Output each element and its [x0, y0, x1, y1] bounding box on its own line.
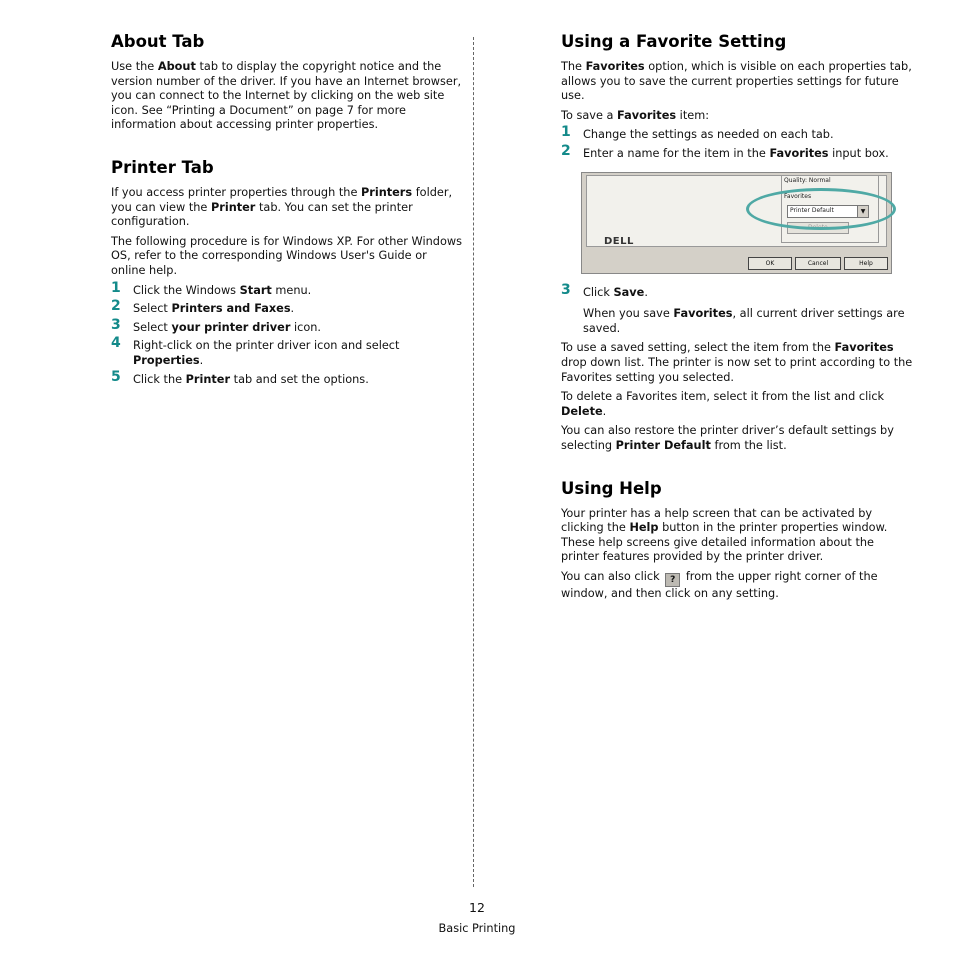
- delete-button[interactable]: Delete: [787, 222, 849, 234]
- about-paragraph: Use the About tab to display the copyright notice and the version number of the driver. If you have an Internet browser, you can connect to the Internet by clicking on the web site icon. See “Printing a Document” on page 7 for more information about accessing printer properties.: [111, 60, 462, 132]
- using-help-heading: Using Help: [561, 478, 662, 498]
- ok-button[interactable]: OK: [748, 257, 792, 270]
- printer-step-5: 5 Click the Printer tab and set the options.: [111, 368, 369, 386]
- printer-step-2: 2 Select Printers and Faxes.: [111, 298, 295, 316]
- printer-step-4: 4 Right-click on the printer driver icon and select Properties.: [111, 335, 400, 367]
- favorite-paragraph-5: You can also restore the printer driver’s default settings by selecting Printer Default from the list.: [561, 424, 894, 452]
- column-divider: [473, 37, 474, 887]
- favorite-note: When you save Favorites, all current driver settings are saved.: [583, 307, 905, 335]
- right-column: [561, 30, 913, 606]
- favorite-step-1: 1 Change the settings as needed on each tab.: [561, 124, 834, 142]
- highlight-oval: [746, 188, 896, 230]
- printer-tab-heading: Printer Tab: [111, 157, 214, 177]
- favorite-step-3: 3 Click Save.: [561, 281, 648, 299]
- help-button[interactable]: Help: [844, 257, 888, 270]
- favorite-paragraph-3: To use a saved setting, select the item from the Favorites drop down list. The printer is now set to print according to the Favorites setting you selected.: [561, 341, 913, 384]
- favorites-combo-value: Printer Default: [790, 206, 834, 214]
- printer-step-3: 3 Select your printer driver icon.: [111, 316, 321, 334]
- printer-step-1: 1 Click the Windows Start menu.: [111, 279, 312, 297]
- printer-paragraph-1: If you access printer properties through the Printers folder, you can view the Printer tab. You can set the printer configuration.: [111, 185, 453, 229]
- chevron-down-icon: ▼: [857, 206, 868, 217]
- favorite-heading: Using a Favorite Setting: [561, 32, 787, 51]
- favorite-paragraph-2: To save a Favorites item:: [561, 108, 710, 122]
- cancel-button[interactable]: Cancel: [795, 257, 841, 270]
- section-name: Basic Printing: [438, 922, 516, 935]
- favorites-label: Favorites: [784, 192, 812, 200]
- page-number: 12: [469, 900, 485, 915]
- left-column: [111, 30, 463, 391]
- dell-logo: DELL: [604, 235, 634, 247]
- about-tab-heading: About Tab: [111, 32, 205, 51]
- favorite-step-2: 2 Enter a name for the item in the Favorites input box.: [561, 142, 889, 160]
- favorite-paragraph-1: The Favorites option, which is visible on each properties tab, allows you to save the current properties settings for future use.: [561, 60, 912, 103]
- favorites-screenshot: [581, 172, 892, 274]
- help-paragraph-2: You can also click ? from the upper right corner of the window, and then click on any setting.: [561, 569, 878, 600]
- printer-paragraph-2: The following procedure is for Windows XP. For other Windows OS, refer to the corresponding Windows User's Guide or online help.: [111, 234, 462, 277]
- help-question-icon: ?: [665, 573, 680, 587]
- screenshot-panel: [586, 175, 887, 247]
- quality-label: Quality: Normal: [784, 176, 831, 184]
- favorite-paragraph-4: To delete a Favorites item, select it from the list and click Delete.: [561, 390, 885, 418]
- help-paragraph-1: Your printer has a help screen that can be activated by clicking the Help button in the printer properties window. These help screens give detailed information about the printer features provided by the printer driver.: [561, 506, 888, 564]
